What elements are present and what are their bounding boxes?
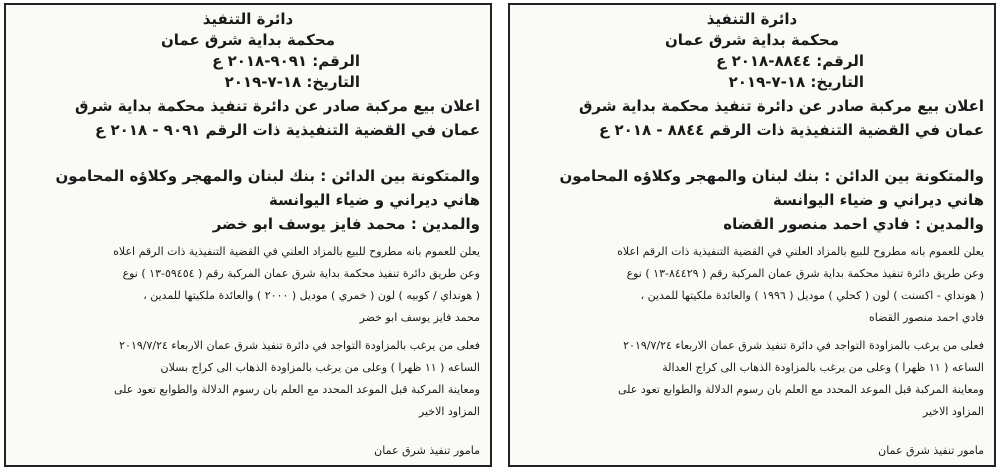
- body-line-5: فعلى من يرغب بالمزاودة التواجد في دائرة تنفيذ شرق عمان الاربعاء ٢٠١٩/٧/٢٤: [623, 339, 984, 352]
- body-line-7: ومعاينة المركبة قبل الموعد المحدد مع العلم بان رسوم الدلالة والطوابع تعود على: [114, 383, 480, 396]
- case-number: الرقم: ٨٨٤٤-٢٠١٨ ع: [716, 52, 864, 70]
- parties-debtor: والمدين : محمد فايز يوسف ابو خضر: [212, 215, 480, 233]
- department-heading: دائرة التنفيذ: [706, 10, 798, 28]
- parties-lawyers: هاني ديراني و ضياء اليوانسة: [772, 191, 984, 209]
- notice-title-line-1: اعلان بيع مركبة صادر عن دائرة تنفيذ محكمة بداية شرق: [579, 97, 984, 115]
- body-line-2: وعن طريق دائرة تنفيذ محكمة بداية شرق عمان المركبة رقم ( ٨٤٤٢٩-١٣ ) نوع: [626, 267, 984, 280]
- body-line-3: ( هونداي - اكسنت ) لون ( كحلي ) موديل ( ١٩٩٦ ) والعائدة ملكيتها للمدين ،: [640, 289, 984, 302]
- body-line-6: الساعه ( ١١ ظهرا ) وعلى من يرغب بالمزاودة الذهاب الى كراج بسلان: [160, 361, 480, 374]
- body-line-8: المزاود الاخير: [418, 405, 480, 418]
- parties-creditor: والمتكونة بين الدائن : بنك لبنان والمهجر وكلاؤه المحامون: [559, 167, 984, 185]
- court-name: محكمة بداية شرق عمان: [160, 31, 336, 49]
- parties-debtor: والمدين : فادي احمد منصور القضاه: [723, 215, 984, 233]
- notice-date: التاريخ: ١٨-٧-٢٠١٩: [728, 73, 864, 91]
- body-line-2: وعن طريق دائرة تنفيذ محكمة بداية شرق عمان المركبة رقم ( ٥٩٤٥٤-١٣ ) نوع: [122, 267, 480, 280]
- notice-title-line-2: عمان في القضية التنفيذية ذات الرقم ٨٨٤٤ - ٢٠١٨ ع: [599, 121, 984, 139]
- body-line-4: فادي احمد منصور القضاه: [869, 311, 984, 324]
- body-line-1: يعلن للعموم بانه مطروح للبيع بالمزاد العلني في القضية التنفيذية ذات الرقم اعلاه: [617, 245, 984, 258]
- body-line-7: ومعاينة المركبة قبل الموعد المحدد مع العلم بان رسوم الدلالة والطوابع تعود على: [618, 383, 984, 396]
- body-line-5: فعلى من يرغب بالمزاودة التواجد في دائرة تنفيذ شرق عمان الاربعاء ٢٠١٩/٧/٢٤: [119, 339, 480, 352]
- body-line-8: المزاود الاخير: [922, 405, 984, 418]
- notice-date: التاريخ: ١٨-٧-٢٠١٩: [224, 73, 360, 91]
- signature-footer: مامور تنفيذ شرق عمان: [374, 444, 480, 457]
- notice-title-line-1: اعلان بيع مركبة صادر عن دائرة تنفيذ محكمة بداية شرق: [75, 97, 480, 115]
- court-name: محكمة بداية شرق عمان: [664, 31, 840, 49]
- body-line-1: يعلن للعموم بانه مطروح للبيع بالمزاد العلني في القضية التنفيذية ذات الرقم اعلاه: [113, 245, 480, 258]
- notice-case-9091: [4, 3, 492, 467]
- body-line-3: ( هونداي / كوبيه ) لون ( خمري ) موديل ( ٢٠٠٠ ) والعائدة ملكيتها للمدين ،: [143, 289, 480, 302]
- parties-creditor: والمتكونة بين الدائن : بنك لبنان والمهجر وكلاؤه المحامون: [55, 167, 480, 185]
- parties-lawyers: هاني ديراني و ضياء اليوانسة: [268, 191, 480, 209]
- signature-footer: مامور تنفيذ شرق عمان: [878, 444, 984, 457]
- case-number: الرقم: ٩٠٩١-٢٠١٨ ع: [212, 52, 360, 70]
- notice-title-line-2: عمان في القضية التنفيذية ذات الرقم ٩٠٩١ - ٢٠١٨ ع: [95, 121, 480, 139]
- notice-case-8844: [508, 3, 996, 467]
- body-line-6: الساعه ( ١١ ظهرا ) وعلى من يرغب بالمزاودة الذهاب الى كراج العدالة: [662, 361, 984, 374]
- department-heading: دائرة التنفيذ: [202, 10, 294, 28]
- body-line-4: محمد فايز يوسف ابو خضر: [359, 311, 480, 324]
